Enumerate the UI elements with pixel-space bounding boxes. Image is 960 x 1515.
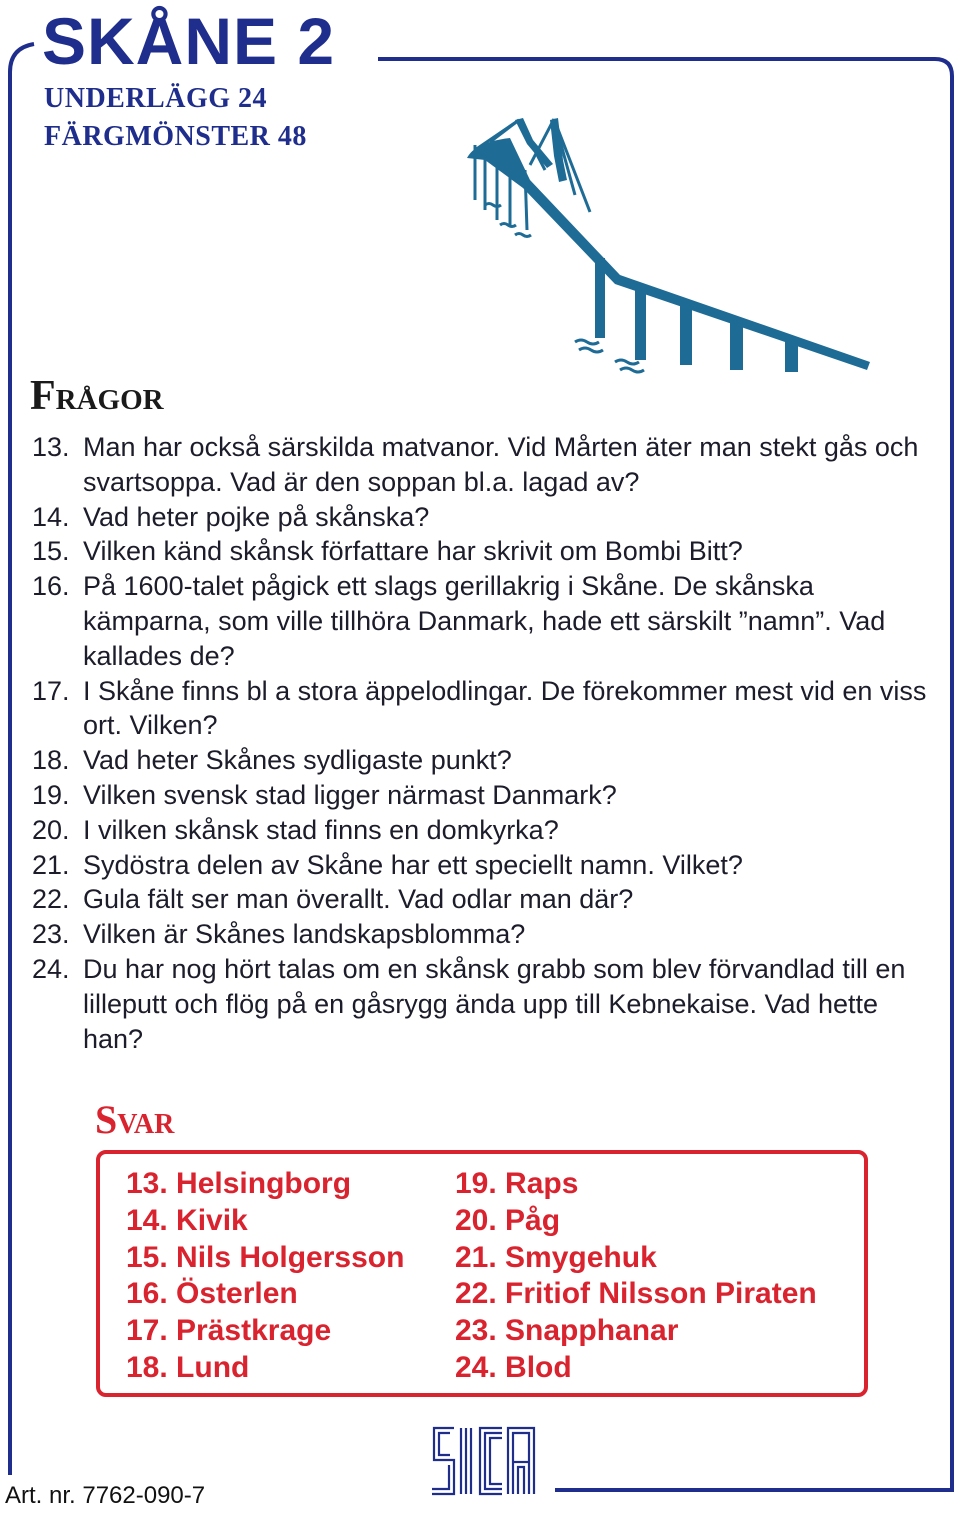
question-number: 22. [32, 884, 70, 915]
questions-heading: Frågor [30, 373, 164, 419]
answers-right-column [455, 1166, 817, 1387]
answer-item: 14. Kivik [126, 1203, 248, 1237]
question-text: Vad heter pojke på skånska? [83, 501, 430, 532]
question-item [32, 430, 937, 500]
question-text: I Skåne finns bl a stora äppelodlingar. De förekommer mest vid en viss ort. Vilken? [83, 675, 927, 741]
question-text: Du har nog hört talas om en skånsk grabb som blev förvandlad till en lilleputt och flög på en gåsrygg ända upp till Kebnekaise. Vad hette han? [83, 953, 906, 1054]
answer-item: 13. Helsingborg [126, 1167, 352, 1200]
question-text: Vilken är Skånes landskapsblomma? [83, 919, 526, 950]
answer-item: 17. Prästkrage [126, 1314, 332, 1348]
sica-logo [428, 1422, 538, 1500]
question-item [32, 743, 937, 778]
question-text: I vilken skånsk stad finns en domkyrka? [83, 814, 559, 845]
question-number: 23. [32, 919, 70, 950]
question-number: 13. [32, 432, 70, 462]
question-number: 15. [32, 536, 70, 567]
question-item [32, 778, 937, 813]
answers-heading: Svar [95, 1097, 175, 1142]
question-number: 21. [32, 849, 70, 880]
question-text: På 1600-talet pågick ett slags gerillakrig i Skåne. De skånska kämparna, som ville tillhöra Danmark, hade ett särskilt ”namn”. Vad kallades de? [83, 571, 886, 671]
question-text: Vad heter Skånes sydligaste punkt? [83, 745, 512, 776]
question-item [32, 848, 937, 883]
question-number: 20. [32, 814, 70, 845]
question-item [32, 534, 937, 569]
question-item [32, 952, 937, 1056]
answer-item: 18. Lund [126, 1350, 250, 1384]
question-number: 18. [32, 745, 70, 776]
question-text: Sydöstra delen av Skåne har ett speciellt namn. Vilket? [83, 849, 743, 880]
question-item [32, 813, 937, 848]
answer-item: 20. Påg [455, 1203, 561, 1237]
bridge-illustration [455, 100, 875, 375]
question-text: Gula fält ser man överallt. Vad odlar man där? [83, 884, 634, 915]
answer-item: 16. Österlen [126, 1277, 298, 1311]
answers-left-column [126, 1166, 404, 1387]
article-number: Art. nr. 7762-090-7 [5, 1482, 206, 1509]
subtitle-underlagg: UNDERLÄGG 24 [44, 83, 268, 114]
question-text: Vilken känd skånsk författare har skrivit om Bombi Bitt? [83, 536, 743, 567]
answer-item: 15. Nils Holgersson [126, 1240, 405, 1274]
answer-item: 21. Smygehuk [455, 1240, 657, 1274]
question-item [32, 569, 937, 673]
question-number: 24. [32, 953, 70, 984]
answer-item: 24. Blod [455, 1350, 572, 1384]
question-number: 19. [32, 779, 70, 810]
question-text: Vilken svensk stad ligger närmast Danmark? [83, 779, 617, 810]
subtitle-fargmonster: FÄRGMÖNSTER 48 [44, 121, 307, 152]
question-item [32, 674, 937, 744]
question-text: Man har också särskilda matvanor. Vid Mårten äter man stekt gås och svartsoppa. Vad är den soppan bl.a. lagad av? [83, 432, 919, 497]
answer-item: 22. Fritiof Nilsson Piraten [455, 1277, 817, 1311]
question-number: 14. [32, 501, 70, 532]
questions-list [32, 430, 937, 1056]
answer-item: 19. Raps [455, 1167, 579, 1200]
question-number: 16. [32, 571, 70, 602]
question-item [32, 882, 937, 917]
question-item [32, 500, 937, 535]
question-item [32, 917, 937, 952]
page-title: SKÅNE 2 [42, 4, 336, 78]
answer-item: 23. Snapphanar [455, 1314, 679, 1348]
question-number: 17. [32, 675, 70, 706]
